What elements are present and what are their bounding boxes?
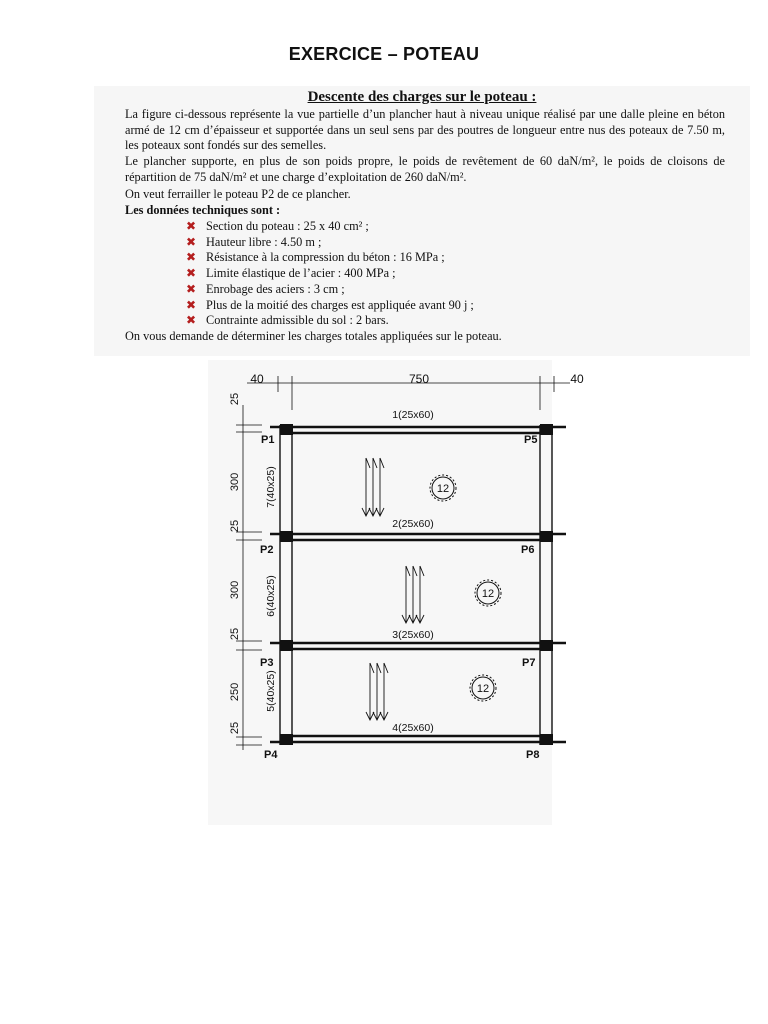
data-intro-paragraph: Les données techniques sont :: [125, 203, 281, 217]
loads-paragraph: Le plancher supporte, en plus de son poids propre, le poids de revêtement de 60 daN/m², le poids de cloisons de répartition de 75 daN/m² et une charge d’exploitation de 260 daN/m².: [125, 154, 725, 184]
statement-heading: Descente des charges sur le poteau :: [307, 89, 537, 105]
column-label-p8: P8: [526, 749, 540, 761]
column-label-p4: P4: [264, 749, 278, 761]
dim-top-right: 40: [570, 372, 584, 386]
beam-label: 4(25x60): [392, 722, 434, 734]
slab-thickness-label: 12: [476, 683, 490, 695]
slab-thickness-label: 12: [436, 483, 450, 495]
beam-label: 7(40x25): [265, 466, 277, 508]
dim-top-left: 40: [250, 372, 264, 386]
beam-label: 5(40x25): [265, 670, 277, 712]
dim-top-span: 750: [408, 372, 430, 386]
column-label-p3: P3: [260, 657, 274, 669]
page-title: EXERCICE – POTEAU: [288, 44, 480, 64]
cross-mark-icon: ✖: [186, 250, 197, 265]
dim-left: 25: [229, 392, 241, 406]
beam-label: 3(25x60): [392, 629, 434, 641]
column-label-p6: P6: [521, 544, 535, 556]
beam-label: 6(40x25): [265, 575, 277, 617]
column-label-p7: P7: [522, 657, 536, 669]
column-label-p5: P5: [524, 434, 538, 446]
cross-mark-icon: ✖: [186, 313, 197, 328]
cross-mark-icon: ✖: [186, 234, 197, 249]
column-label-p1: P1: [261, 434, 275, 446]
beam-label: 2(25x60): [392, 518, 434, 530]
dim-left: 25: [229, 721, 241, 735]
column-label-p2: P2: [260, 544, 274, 556]
cross-mark-icon: ✖: [186, 297, 197, 312]
slab-thickness-label: 12: [481, 588, 495, 600]
list-item: ✖ Enrobage des aciers : 3 cm ;: [186, 281, 345, 296]
dim-left: 25: [229, 519, 241, 533]
dim-left: 25: [229, 627, 241, 641]
dim-left: 300: [229, 580, 241, 600]
list-item: ✖ Résistance à la compression du béton : 16 MPa ;: [186, 250, 445, 265]
dim-left: 250: [229, 682, 241, 702]
goal-paragraph: On veut ferrailler le poteau P2 de ce plancher.: [125, 187, 351, 201]
list-item: ✖ Section du poteau : 25 x 40 cm² ;: [186, 219, 369, 233]
cross-mark-icon: ✖: [186, 266, 197, 281]
cross-mark-icon: ✖: [186, 281, 197, 296]
list-item: ✖ Limite élastique de l’acier : 400 MPa ;: [186, 266, 396, 281]
list-item: ✖ Plus de la moitié des charges est appliquée avant 90 j ;: [186, 297, 474, 312]
dim-left: 300: [229, 472, 241, 492]
question-paragraph: On vous demande de déterminer les charges totales appliquées sur le poteau.: [125, 329, 502, 343]
list-item: ✖ Hauteur libre : 4.50 m ;: [186, 234, 322, 249]
cross-mark-icon: ✖: [186, 219, 197, 233]
intro-paragraph: La figure ci-dessous représente la vue partielle d’un plancher haut à niveau unique réalisé par une dalle pleine en béton armé de 12 cm d’épaisseur et supportée dans un seul sens par des poutres de longueur entre nus des poteaux de 7.50 m, les poteaux sont fondés sur des semelles.: [125, 107, 725, 153]
list-item: ✖ Contrainte admissible du sol : 2 bars.: [186, 313, 389, 328]
beam-label: 1(25x60): [392, 409, 434, 421]
